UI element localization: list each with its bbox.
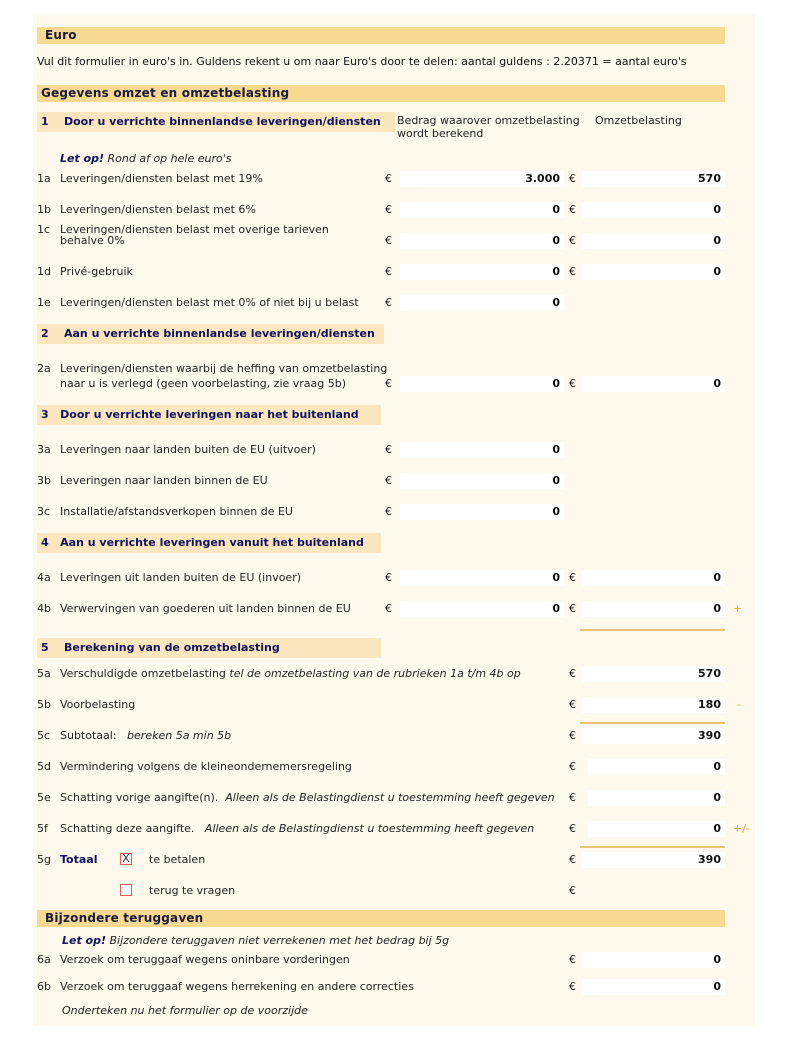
tax-field-5d[interactable]: 0 [588,759,725,775]
row-code: 5e [37,791,51,804]
euro-sign: € [385,505,392,518]
row-label: Leveringen naar landen buiten de EU (uitvoer) [60,443,316,456]
round-note: Let op! Rond af op hele euro's [60,152,232,165]
row-label: Leveringen/diensten waarbij de heffing van omzetbelasting [60,362,388,375]
row-label: Verzoek om teruggaaf wegens oninbare vorderingen [60,953,350,966]
euro-sign: € [569,791,576,804]
row-label-line2: naar u is verlegd (geen voorbelasting, zie vraag 5b) [60,377,347,390]
euro-sign: € [569,667,576,680]
euro-sign: € [569,698,576,711]
tax-field-5g[interactable]: 390 [582,852,725,868]
section-5-title: 5 Berekening van de omzetbelasting [41,641,280,654]
tax-field-5c[interactable]: 390 [582,728,725,744]
euro-sign: € [569,884,576,897]
euro-sign: € [385,234,392,247]
row-label: Installatie/afstandsverkopen binnen de EU [60,505,293,518]
amount-field-3b[interactable]: 0 [400,473,564,489]
euro-title: Euro [45,28,77,42]
euro-sign: € [385,265,392,278]
section-2-header [37,324,384,344]
amount-field-1b[interactable]: 0 [400,202,564,218]
plus-sign: + [733,602,743,615]
sign-footer-note: Onderteken nu het formulier op de voorzijde [62,1004,308,1017]
bijzondere-header [37,910,725,927]
euro-sign: € [385,377,392,390]
sum-line [580,722,725,724]
tax-field-4b[interactable]: 0 [582,601,725,617]
row-code: 1b [37,203,51,216]
column-header-tax: Omzetbelasting [595,114,682,127]
euro-header [37,27,725,44]
row-code: 1d [37,265,51,278]
euro-sign: € [385,172,392,185]
row-code: 5b [37,698,51,711]
row-code: 6a [37,953,51,966]
gegevens-title: Gegevens omzet en omzetbelasting [41,86,290,100]
euro-instruction: Vul dit formulier in euro's in. Guldens rekent u om naar Euro's door te delen: aantal guldens : 2.20371 = aantal euro's [37,55,687,68]
sum-line [580,846,725,848]
row-code: 1e [37,296,51,309]
tax-field-1b[interactable]: 0 [582,202,725,218]
refund-checkbox[interactable] [120,884,132,896]
column-header-amount: Bedrag waarover omzetbelasting wordt berekend [397,114,580,140]
row-label: Verzoek om teruggaaf wegens herrekening en andere correcties [60,980,414,993]
euro-sign: € [569,265,576,278]
euro-sign: € [569,203,576,216]
tax-form [33,15,755,1026]
row-label: Leveringen/diensten belast met 19% [60,172,263,185]
euro-sign: € [385,602,392,615]
tax-field-1a[interactable]: 570 [582,171,725,187]
row-label: Leveringen uit landen buiten de EU (invoer) [60,571,302,584]
section-3-title: 3 Door u verrichte leveringen naar het buitenland [41,408,359,421]
amount-field-1e[interactable]: 0 [400,295,564,311]
row-label: Vermindering volgens de kleineondernemersregeling [60,760,352,773]
row-label: Subtotaal: bereken 5a min 5b [60,729,232,742]
tax-field-6b[interactable]: 0 [582,979,725,995]
row-code: 5f [37,822,48,835]
amount-field-3c[interactable]: 0 [400,504,564,520]
row-label: Privé-gebruik [60,265,133,278]
row-code: 3b [37,474,51,487]
row-code: 5d [37,760,51,773]
amount-field-1d[interactable]: 0 [400,264,564,280]
refund-option-label: terug te vragen [149,884,236,897]
section-5-header [37,638,381,658]
tax-field-1d[interactable]: 0 [582,264,725,280]
tax-field-5f[interactable]: 0 [588,821,725,837]
row-label-line2: behalve 0% [60,234,125,247]
refund-note: Let op! Bijzondere teruggaven niet verrekenen met het bedrag bij 5g [62,934,450,947]
euro-sign: € [569,980,576,993]
euro-sign: € [569,377,576,390]
row-label: Verschuldigde omzetbelasting tel de omzetbelasting van de rubrieken 1a t/m 4b op [60,667,521,680]
section-1-title: 1 Door u verrichte binnenlandse leveringen/diensten [41,115,381,128]
euro-sign: € [569,234,576,247]
amount-field-1c[interactable]: 0 [400,233,564,249]
gegevens-header [37,85,725,102]
sum-line [580,629,725,631]
row-code: 3a [37,443,51,456]
section-3-header [37,405,381,425]
row-label: Leveringen naar landen binnen de EU [60,474,268,487]
euro-sign: € [569,172,576,185]
row-label: Schatting vorige aangifte(n). Alleen als de Belastingdienst u toestemming heeft gegeven [60,791,555,804]
amount-field-4a[interactable]: 0 [400,570,564,586]
row-label: Leveringen/diensten belast met overige tarieven [60,223,329,236]
row-code: 5g [37,853,51,866]
row-label: Leveringen/diensten belast met 6% [60,203,256,216]
row-code: 6b [37,980,51,993]
plus-minus-sign: +/- [733,822,750,835]
tax-field-2a[interactable]: 0 [582,376,725,392]
tax-field-5b[interactable]: 180 [582,697,725,713]
row-code: 5c [37,729,51,742]
total-label: Totaal [60,853,98,866]
tax-field-4a[interactable]: 0 [582,570,725,586]
pay-checkbox[interactable]: X [120,853,132,865]
section-4-title: 4 Aan u verrichte leveringen vanuit het buitenland [41,536,364,549]
section-1-header [37,112,395,132]
amount-field-2a[interactable]: 0 [400,376,564,392]
euro-sign: € [569,853,576,866]
euro-sign: € [385,474,392,487]
euro-sign: € [569,760,576,773]
row-code: 5a [37,667,51,680]
euro-sign: € [385,443,392,456]
section-2-title: 2 Aan u verrichte binnenlandse leveringen/diensten [41,327,375,340]
amount-field-1a[interactable]: 3.000 [400,171,564,187]
euro-sign: € [569,822,576,835]
row-label: Leveringen/diensten belast met 0% of niet bij u belast [60,296,359,309]
amount-field-3a[interactable]: 0 [400,442,564,458]
euro-sign: € [569,953,576,966]
tax-field-6a[interactable]: 0 [582,952,725,968]
tax-field-5e[interactable]: 0 [588,790,725,806]
row-label: Voorbelasting [60,698,136,711]
tax-field-1c[interactable]: 0 [582,233,725,249]
row-code: 4a [37,571,51,584]
row-label: Schatting deze aangifte. Alleen als de Belastingdienst u toestemming heeft gegeven [60,822,535,835]
row-code: 4b [37,602,51,615]
euro-sign: € [385,571,392,584]
row-label: Verwervingen van goederen uit landen binnen de EU [60,602,351,615]
amount-field-4b[interactable]: 0 [400,601,564,617]
pay-option-label: te betalen [149,853,206,866]
row-code: 2a [37,362,51,375]
tax-field-5a[interactable]: 570 [582,666,725,682]
row-code: 1a [37,172,51,185]
euro-sign: € [385,203,392,216]
section-4-header [37,533,381,553]
euro-sign: € [569,602,576,615]
euro-sign: € [569,729,576,742]
minus-sign: - [737,698,741,711]
row-code: 1c [37,223,51,236]
euro-sign: € [385,296,392,309]
row-code: 3c [37,505,51,518]
euro-sign: € [569,571,576,584]
bijzondere-title: Bijzondere teruggaven [45,911,204,925]
